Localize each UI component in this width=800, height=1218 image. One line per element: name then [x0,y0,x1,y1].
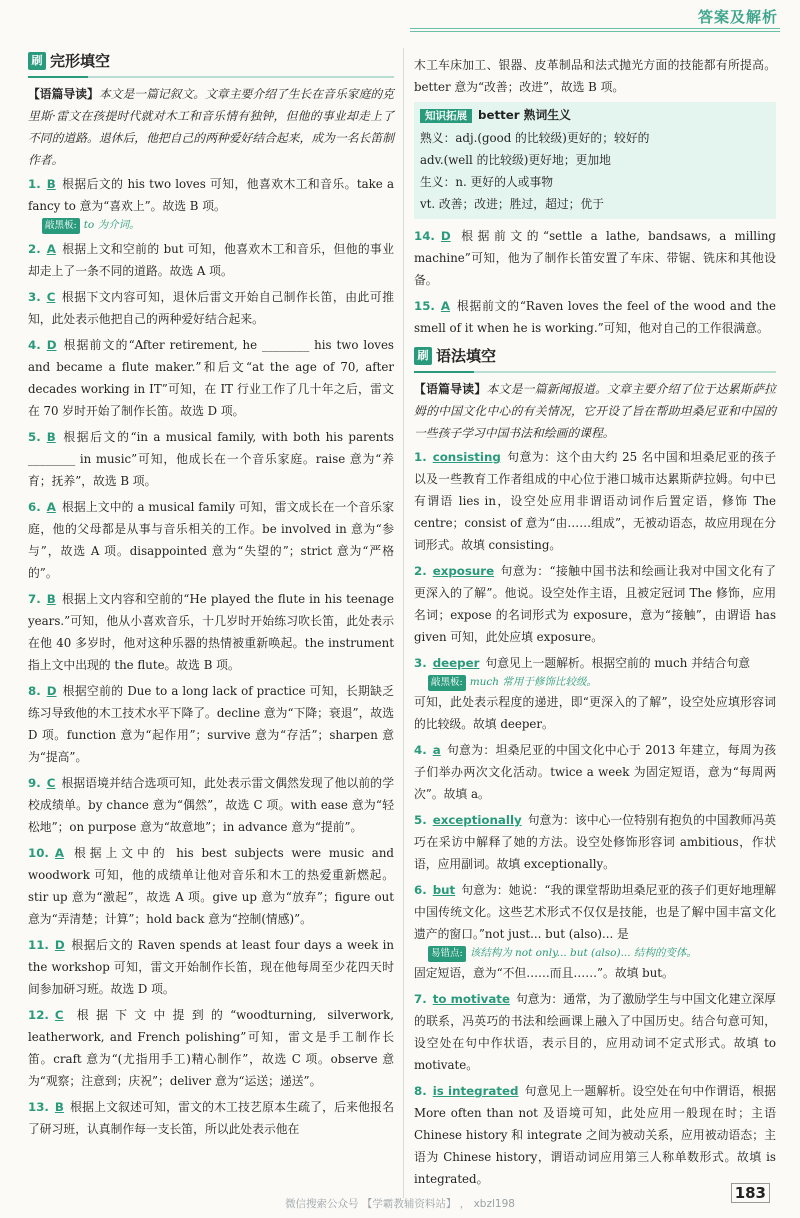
knowledge-extension-box [414,102,776,219]
grammar-badge-icon: 刷 [414,347,432,365]
cloze-item-number: 11. [28,938,49,952]
cloze-item-text: 根据后文的 his two loves 可知，他喜欢木工和音乐。take a fancy to 意为“喜欢上”。故选 B 项。 [28,177,394,213]
grammar-item-note-tag: 敲黑板: [428,675,466,691]
grammar-item-text-continued: 可知，此处表示程度的递进，即“更深入的了解”，设空处应填形容词的比较级。故填 deeper。 [414,695,776,731]
cloze-item-text: 根据语境并结合选项可知，此处表示雷文偶然发现了他以前的学校成绩单。by chance 意为“偶然”，故选 C 项。with ease 意为“轻松地”；on purpose 意为“故意地”；in advance 意为“提前”。 [28,776,394,834]
grammar-intro [414,378,776,444]
cloze-item-number: 12. [28,1008,49,1022]
cloze-section-head [28,50,394,72]
grammar-item-text: 句意为：这个由大约 25 名中国和坦桑尼亚的孩子以及一些教育工作者组成的中心位于港口城市达累斯萨拉姆。句中已有谓语 lies in，设空处应用非谓语动词作后置定语，修饰 The centre；consist of 意为“由……组成”，无被动语态，故应用现在分词形式。故填 consisting。 [414,450,776,552]
grammar-item-answer: exceptionally [432,813,522,827]
left-column [28,50,394,1144]
knowledge-extension-head [420,104,770,127]
cloze-item-answer: A [46,500,56,514]
cloze-item [28,173,394,234]
grammar-item-number: 1. [414,450,427,464]
cloze-intro-label: 【语篇导读】 [28,87,99,101]
cloze-item-text: 根据上文和空前的 but 可知，他喜欢木工和音乐，但他的事业却走上了一条不同的道路。故选 A 项。 [28,242,394,278]
cloze-item-note-tag: 敲黑板: [42,218,80,234]
grammar-item-text: 句意为：“接触中国书法和绘画让我对中国文化有了更深入的了解”。他说。设空处作主语，且被定冠词 The 修饰，应用名词；expose 的名词形式为 exposure，意为“接触”，由谓语 has given 可知，此处应填 exposure。 [414,564,776,644]
cloze-item-answer: C [54,1008,64,1022]
grammar-item-note [428,945,776,962]
cloze-item-text: 根据后文的 Raven spends at least four days a week in the workshop 可知，雷文开始制作长笛，现在他每周至少花四天时间参加研习班。故选 D 项。 [28,938,394,996]
cloze-title: 完形填空 [50,52,111,70]
cloze-item-answer: B [46,592,56,606]
cloze-item-text: 根据前文的“After retirement, he ________ his two loves and became a flute maker.”和后文“at the age of 70, after decades working in IT”可知，在 IT 行业工作了几十年之后，雷文在 70 岁时开始了制作长笛。故选 D 项。 [28,338,394,418]
column-divider [403,48,404,1198]
cloze-item [28,842,394,930]
page-number: 183 [731,1183,770,1203]
cloze-item [28,680,394,768]
grammar-section-head [414,345,776,367]
header-rule [410,28,780,29]
knowledge-extension-line: 熟义：adj.(good 的比较级)更好的；较好的 [420,131,650,145]
cloze-item-number: 6. [28,500,41,514]
header-title: 答案及解析 [697,8,778,26]
cloze-item-answer: A [46,242,56,256]
grammar-intro-label: 【语篇导读】 [414,382,487,396]
cloze-item-number: 8. [28,684,41,698]
cloze-item-text: 根据前文的“Raven loves the feel of the wood and the smell of it when he is working.”可知，他对自己的工作很满意。 [414,299,776,335]
grammar-item-text: 句意为：该中心一位特别有抱负的中国教师冯英巧在采访中解释了她的方法。设空处修饰形容词 ambitious，作状语，应用副词。故填 exceptionally。 [414,813,776,871]
grammar-item-number: 3. [414,656,427,670]
grammar-item [414,879,776,984]
knowledge-extension-line: 生义：n. 更好的人或事物 [420,175,554,189]
cloze-underline [28,76,394,78]
knowledge-extension-line: vt. 改善；改进；胜过，超过；优于 [420,197,605,211]
cloze-item [28,1004,394,1092]
cloze-items-right [414,225,776,339]
cloze-intro-text: 本文是一篇记叙文。文章主要介绍了生长在音乐家庭的克里斯·雷文在孩提时代就对木工和音乐情有独钟，但他的事业却走上了不同的道路。退休后，他把自己的两种爱好结合起来，成为一名长笛制作者。 [28,87,394,167]
cloze-item [28,772,394,838]
cloze-item [28,334,394,422]
cloze-item [414,295,776,339]
grammar-item-note-text: 该结构为 not only... but (also)... 结构的变体。 [469,947,697,959]
grammar-item [414,739,776,805]
cloze-item-13-continued: 木工车床加工、银器、皮革制品和法式抛光方面的技能都有所提高。better 意为“改善；改进”，故选 B 项。 [414,58,776,94]
cloze-item [414,225,776,291]
cloze-item-note [42,217,394,234]
cloze-item-text: 根据下文内容可知，退休后雷文开始自己制作长笛，由此可推知，此处表示他把自己的两种爱好结合起来。 [28,290,394,326]
knowledge-extension-title: better 熟词生义 [478,108,571,122]
right-column [414,54,776,1194]
cloze-item [28,426,394,492]
grammar-item [414,446,776,556]
cloze-item-answer: C [46,290,56,304]
grammar-item-answer: exposure [432,564,495,578]
grammar-items [414,446,776,1190]
cloze-item-answer: B [54,1100,64,1114]
grammar-item-text: 句意为：坦桑尼亚的中国文化中心于 2013 年建立，每周为孩子们举办两次文化活动。twice a week 为固定短语，意为“每周两次”。故填 a。 [414,743,776,801]
grammar-item-note-tag: 易错点: [428,946,466,962]
grammar-item-answer: deeper [432,656,480,670]
cloze-item [28,496,394,584]
cloze-item-answer: A [54,846,65,860]
cloze-item-answer: D [46,684,57,698]
cloze-item-text: 根据后文的“in a musical family, with both his parents ________ in music”可知，他成长在一个音乐家庭。raise 意为“养育；抚养”，故选 B 项。 [28,430,394,488]
cloze-item-number: 15. [414,299,435,313]
grammar-item-text: 句意见上一题解析。设空处在句中作谓语，根据 More often than not 及语境可知，此处应用一般现在时；主语 Chinese history 和 integrate 之间为被动关系，应用被动语态；主语为 Chinese history，谓语动词应用第三人称单数形式。故填 is integrated。 [414,1084,776,1186]
cloze-item-text: 根据前文的“settle a lathe, bandsaws, a milling machine”可知，他为了制作长笛安置了车床、带锯、铣床和其他设备。 [414,229,776,287]
cloze-item-note-text: to 为介词。 [83,219,140,231]
cloze-item-number: 13. [28,1100,49,1114]
grammar-underline [414,371,776,373]
grammar-intro-text: 本文是一篇新闻报道。文章主要介绍了位于达累斯萨拉姆的中国文化中心的有关情况，它开设了旨在帮助坦桑尼亚和中国的一些孩子学习中国书法和绘画的课程。 [414,382,776,440]
cloze-item [28,286,394,330]
cloze-item-number: 1. [28,177,41,191]
footer-watermark: 微信搜索公众号 【学霸教辅资料站】 ， xbzl198 [285,1198,515,1210]
grammar-item [414,1080,776,1190]
grammar-item-number: 8. [414,1084,427,1098]
knowledge-extension-line: adv.(well 的比较级)更好地；更加地 [420,153,611,167]
cloze-item-answer: C [46,776,56,790]
cloze-item-text: 根据上文叙述可知，雷文的木工技艺原本生疏了，后来他报名了研习班，认真制作每一支长笛，所以此处表示他在 [28,1100,394,1136]
grammar-item-number: 4. [414,743,427,757]
cloze-item-answer: D [440,229,451,243]
cloze-item [28,934,394,1000]
grammar-item-answer: a [432,743,441,757]
cloze-item-number: 9. [28,776,41,790]
cloze-item [28,588,394,676]
cloze-item-number: 10. [28,846,49,860]
cloze-item [28,238,394,282]
grammar-item-text: 句意为：通常，为了激励学生与中国文化建立深厚的联系，冯英巧的书法和绘画课上融入了中国历史。结合句意可知，设空处在句中作状语，表示目的，应用动词不定式形式。故填 to motivate。 [414,992,776,1072]
grammar-item [414,988,776,1076]
cloze-item-text: 根据上文中的 a musical family 可知，雷文成长在一个音乐家庭，他的父母都是从事与音乐相关的工作。be involved in 意为“参与”，故选 A 项。disappointed 意为“失望的”；strict 意为“严格的”。 [28,500,394,580]
grammar-item-number: 2. [414,564,427,578]
cloze-item [28,1096,394,1140]
grammar-item-answer: to motivate [432,992,510,1006]
cloze-item-number: 7. [28,592,41,606]
knowledge-extension-tag: 知识拓展 [420,109,472,123]
cloze-items [28,173,394,1140]
grammar-item-note-text: much 常用于修饰比较级。 [469,676,597,688]
grammar-title: 语法填空 [436,347,497,365]
grammar-item-answer: consisting [432,450,501,464]
cloze-item-answer: D [54,938,65,952]
grammar-item [414,560,776,648]
grammar-item-text-continued: 固定短语，意为“不但……而且……”。故填 but。 [414,966,674,980]
cloze-item-answer: A [440,299,451,313]
grammar-item [414,652,776,735]
cloze-item-text: 根据空前的 Due to a long lack of practice 可知，长期缺乏练习导致他的木工技术水平下降了。decline 意为“下降；衰退”，故选 D 项。function 意为“起作用”；survive 意为“存活”；sharpen 意为“提高”。 [28,684,394,764]
grammar-item-number: 6. [414,883,427,897]
grammar-item-number: 5. [414,813,427,827]
cloze-badge-icon: 刷 [28,52,46,70]
cloze-item-text: 根据上文中的 his best subjects were music and woodwork 可知，他的成绩单让他对音乐和木工的热爱重新燃起。stir up 意为“激起”，故选 A 项。give up 意为“放弃”；figure out 意为“弄清楚；计算”；hold back 意为“控制(情感)”。 [28,846,394,926]
knowledge-extension-lines [420,127,770,215]
cloze-intro [28,83,394,171]
cloze-item-number: 5. [28,430,41,444]
grammar-item-note [428,674,776,691]
cloze-item-number: 3. [28,290,41,304]
cloze-item-answer: D [46,338,57,352]
grammar-item-number: 7. [414,992,427,1006]
grammar-item-text: 句意为：她说：“我的课堂帮助坦桑尼亚的孩子们更好地理解中国传统文化。这些艺术形式不仅仅是技能，也是了解中国丰富文化遗产的窗口。”not just... but (also)... 是 [414,883,776,941]
header-rule-2 [410,31,780,32]
grammar-item [414,809,776,875]
cloze-item-text: 根据上文内容和空前的“He played the flute in his teenage years.”可知，他从小喜欢音乐，十几岁时开始练习吹长笛，此处表示在他 40 多岁时，他对这种乐器的热情被重新唤起。the instrument 指上文中出现的 the flute。故选 B 项。 [28,592,394,672]
cloze-item-number: 14. [414,229,435,243]
cloze-item-text: 根据下文中提到的“woodturning, silverwork, leatherwork, and French polishing”可知，雷文是手工制作长笛。craft 意为“(尤指用手工)精心制作”，故选 C 项。observe 意为“观察；注意到；庆祝”；deliver 意为“运送；递送”。 [28,1008,394,1088]
cloze-item-answer: B [46,177,56,191]
grammar-item-answer: is integrated [432,1084,519,1098]
cloze-item-answer: B [46,430,56,444]
grammar-item-text: 句意见上一题解析。根据空前的 much 并结合句意 [485,656,751,670]
grammar-item-answer: but [432,883,456,897]
cloze-item-number: 4. [28,338,41,352]
cloze-item-number: 2. [28,242,41,256]
